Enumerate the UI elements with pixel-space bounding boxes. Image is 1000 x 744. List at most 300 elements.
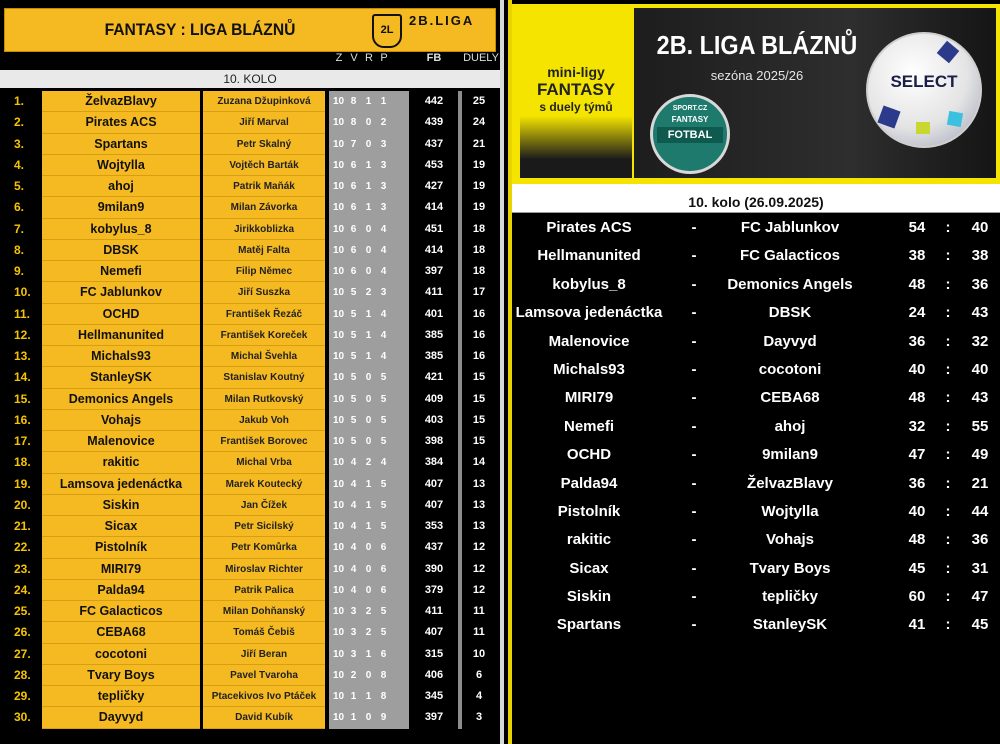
score-separator: :: [945, 417, 951, 435]
table-row: [0, 474, 504, 495]
vs-dash: -: [691, 474, 697, 492]
home-team: Michals93: [553, 360, 625, 378]
duel-points-cell: 12: [472, 583, 486, 596]
played-cell: 10: [331, 431, 346, 452]
table-row: [0, 644, 504, 665]
scrollbar[interactable]: [500, 0, 504, 744]
draws-cell: 0: [361, 665, 376, 686]
team-name-cell: Tvary Boys: [42, 665, 200, 686]
ball-brand-text: SELECT: [890, 72, 958, 91]
rank-cell: 16.: [14, 412, 31, 427]
score-separator: :: [945, 559, 951, 577]
rank-cell: 8.: [14, 242, 25, 257]
fantasy-points-cell: 407: [424, 477, 444, 490]
mini-ligy-label: [526, 64, 626, 114]
played-cell: 10: [331, 707, 346, 728]
rank-cell: 3.: [14, 136, 25, 151]
played-cell: 10: [331, 304, 346, 325]
owner-name-cell: Patrik Palica: [203, 580, 325, 601]
team-name-cell: Siskin: [42, 495, 200, 516]
score-separator: :: [945, 474, 951, 492]
owner-name-cell: Miroslav Richter: [203, 559, 325, 580]
losses-cell: 5: [376, 622, 391, 643]
rank-cell: 1.: [14, 94, 25, 108]
played-cell: 10: [331, 346, 346, 367]
table-row: [0, 112, 504, 133]
duel-points-cell: 13: [472, 520, 486, 532]
duel-points-cell: 15: [472, 413, 486, 426]
losses-cell: 3: [376, 176, 391, 197]
losses-cell: 8: [376, 686, 391, 707]
away-team: Tvary Boys: [749, 559, 831, 577]
home-team: Palda94: [560, 474, 618, 492]
wins-cell: 4: [346, 474, 361, 495]
vs-dash: -: [691, 588, 697, 606]
vs-dash: -: [691, 417, 697, 435]
duel-row: [512, 583, 1000, 611]
wins-cell: 8: [346, 112, 361, 133]
draws-cell: 0: [361, 707, 376, 728]
table-row: [0, 495, 504, 516]
home-team: Hellmanunited: [537, 247, 641, 265]
fantasy-points-cell: 401: [424, 307, 444, 320]
away-team: Vohajs: [765, 531, 815, 549]
away-team: cocotoni: [758, 360, 822, 378]
played-cell: 10: [331, 644, 346, 665]
home-score: 40: [908, 360, 926, 378]
team-name-cell: Spartans: [42, 134, 200, 155]
fantasy-points-cell: 427: [424, 180, 444, 192]
wins-cell: 5: [346, 389, 361, 410]
played-cell: 10: [331, 474, 346, 495]
owner-name-cell: Vojtěch Barták: [203, 155, 325, 176]
draws-cell: 0: [361, 134, 376, 155]
duel-row: [512, 526, 1000, 554]
wins-cell: 4: [346, 516, 361, 537]
score-separator: :: [945, 304, 951, 322]
league-banner: [512, 4, 1000, 184]
duel-row: [512, 299, 1000, 327]
rank-cell: 2.: [14, 115, 25, 130]
table-row: [0, 452, 504, 473]
fantasy-points-cell: 439: [424, 116, 444, 129]
score-separator: :: [945, 332, 951, 350]
duel-points-cell: 15: [472, 435, 486, 447]
owner-name-cell: Stanislav Koutný: [203, 367, 325, 388]
losses-cell: 6: [376, 580, 391, 601]
duel-row: [512, 384, 1000, 412]
fantasy-points-cell: 411: [425, 286, 443, 299]
losses-cell: 6: [376, 644, 391, 665]
owner-name-cell: Jan Čížek: [203, 495, 325, 516]
played-cell: 10: [331, 197, 346, 218]
losses-cell: 3: [376, 155, 391, 176]
table-row: [0, 261, 504, 282]
duel-points-cell: 21: [472, 137, 486, 150]
score-separator: :: [945, 502, 951, 520]
owner-name-cell: Petr Komůrka: [203, 537, 325, 558]
played-cell: 10: [331, 452, 346, 473]
draws-cell: 0: [361, 410, 376, 431]
wins-cell: 6: [346, 261, 361, 282]
played-cell: 10: [331, 155, 346, 176]
fantasy-points-cell: 421: [424, 371, 444, 384]
away-score: 36: [971, 275, 989, 293]
owner-name-cell: Michal Švehla: [203, 346, 325, 367]
home-score: 41: [908, 616, 926, 634]
played-cell: 10: [331, 665, 346, 686]
away-score: 32: [971, 332, 989, 350]
losses-cell: 5: [376, 495, 391, 516]
owner-name-cell: Marek Koutecký: [203, 474, 325, 495]
table-row: [0, 431, 504, 452]
duel-points-cell: 16: [472, 350, 486, 362]
col-header-fb: FB: [426, 52, 442, 64]
football-icon: [866, 32, 982, 148]
team-name-cell: tepličky: [42, 686, 200, 707]
played-cell: 10: [331, 580, 346, 601]
table-row: [0, 665, 504, 686]
fantasy-points-cell: 409: [424, 392, 444, 405]
away-score: 38: [971, 247, 989, 265]
duel-points-cell: 16: [472, 307, 486, 320]
wins-cell: 4: [346, 452, 361, 473]
fantasy-points-cell: 451: [424, 222, 444, 235]
played-cell: 10: [331, 282, 346, 303]
losses-cell: 4: [376, 240, 391, 261]
duel-points-cell: 19: [472, 180, 486, 192]
wins-cell: 6: [346, 240, 361, 261]
losses-cell: 2: [376, 112, 391, 133]
duel-points-cell: 25: [472, 95, 486, 107]
duel-row: [512, 413, 1000, 441]
fantasy-points-cell: 437: [424, 541, 444, 554]
col-header-p: P: [380, 52, 388, 64]
home-team: Pistolník: [557, 502, 621, 520]
draws-cell: 0: [361, 261, 376, 282]
owner-name-cell: Patrik Maňák: [203, 176, 325, 197]
owner-name-cell: Tomáš Čebiš: [203, 622, 325, 643]
rank-cell: 14.: [14, 370, 31, 385]
wins-cell: 5: [346, 367, 361, 388]
duel-row: [512, 441, 1000, 469]
table-row: [0, 282, 504, 303]
wins-cell: 3: [346, 601, 361, 622]
duels-list: [512, 214, 1000, 640]
home-team: Sicax: [569, 559, 609, 577]
wins-cell: 3: [346, 644, 361, 665]
wins-cell: 4: [346, 495, 361, 516]
team-name-cell: Hellmanunited: [42, 325, 200, 346]
home-score: 40: [908, 502, 926, 520]
losses-cell: 5: [376, 389, 391, 410]
logo-brand-text: SPORT.CZ: [672, 105, 708, 112]
duel-points-cell: 16: [472, 328, 486, 341]
owner-name-cell: František Borovec: [203, 431, 325, 452]
away-score: 49: [971, 446, 989, 464]
team-name-cell: MIRI79: [42, 559, 200, 580]
played-cell: 10: [331, 601, 346, 622]
draws-cell: 0: [361, 367, 376, 388]
rank-cell: 11.: [14, 306, 31, 321]
played-cell: 10: [331, 516, 346, 537]
fantasy-points-cell: 407: [424, 498, 444, 511]
away-team: ahoj: [774, 417, 806, 435]
owner-name-cell: Zuzana Džupinková: [203, 91, 325, 112]
fantasy-points-cell: 384: [424, 456, 444, 469]
away-score: 36: [971, 531, 989, 549]
duel-points-cell: 4: [475, 690, 483, 702]
fantasy-points-cell: 442: [424, 95, 444, 107]
vs-dash: -: [691, 446, 697, 464]
duel-row: [512, 498, 1000, 526]
fantasy-points-cell: 398: [424, 435, 444, 447]
vs-dash: -: [691, 247, 697, 265]
wins-cell: 3: [346, 622, 361, 643]
rank-cell: 5.: [14, 179, 25, 193]
rank-cell: 19.: [14, 476, 31, 491]
losses-cell: 4: [376, 325, 391, 346]
team-name-cell: DBSK: [42, 240, 200, 261]
losses-cell: 3: [376, 282, 391, 303]
duel-points-cell: 15: [472, 392, 486, 405]
mini-ligy-line3: s duely týmů: [539, 100, 613, 114]
team-name-cell: Vohajs: [42, 410, 200, 431]
fantasy-points-cell: 414: [424, 201, 444, 214]
losses-cell: 5: [376, 474, 391, 495]
away-score: 43: [971, 304, 989, 322]
wins-cell: 4: [346, 537, 361, 558]
draws-cell: 0: [361, 431, 376, 452]
played-cell: 10: [331, 537, 346, 558]
table-row: [0, 134, 504, 155]
vs-dash: -: [691, 559, 697, 577]
away-team: Wojtylla: [761, 502, 819, 520]
duel-row: [512, 271, 1000, 299]
draws-cell: 0: [361, 240, 376, 261]
duel-points-cell: 19: [472, 201, 486, 214]
mini-ligy-line1: mini-ligy: [547, 64, 605, 80]
team-name-cell: ŽelvazBlavy: [42, 91, 200, 112]
table-row: [0, 176, 504, 197]
wins-cell: 5: [346, 431, 361, 452]
away-team: Dayvyd: [763, 332, 817, 350]
draws-cell: 2: [361, 282, 376, 303]
rank-cell: 15.: [14, 391, 31, 406]
team-name-cell: FC Jablunkov: [42, 282, 200, 303]
duel-points-cell: 11: [473, 626, 485, 639]
home-team: OCHD: [566, 446, 612, 464]
home-team: Spartans: [556, 616, 622, 634]
played-cell: 10: [331, 686, 346, 707]
draws-cell: 2: [361, 452, 376, 473]
losses-cell: 4: [376, 304, 391, 325]
played-cell: 10: [331, 410, 346, 431]
duel-points-cell: 6: [475, 668, 483, 681]
losses-cell: 4: [376, 452, 391, 473]
table-row: [0, 219, 504, 240]
rank-cell: 6.: [14, 200, 25, 215]
crowd-silhouette: [520, 116, 632, 178]
owner-name-cell: Milan Rutkovský: [203, 389, 325, 410]
played-cell: 10: [331, 325, 346, 346]
team-name-cell: Wojtylla: [42, 155, 200, 176]
losses-cell: 4: [376, 219, 391, 240]
rank-cell: 18.: [14, 455, 31, 470]
rank-cell: 24.: [14, 582, 31, 597]
fantasy-points-cell: 403: [424, 413, 444, 426]
team-name-cell: StanleySK: [42, 367, 200, 388]
duel-points-cell: 19: [472, 158, 486, 171]
team-name-cell: 9milan9: [42, 197, 200, 218]
standings-table: [0, 91, 504, 729]
draws-cell: 1: [361, 686, 376, 707]
away-team: tepličky: [762, 588, 818, 606]
fantasy-fotbal-logo: [650, 94, 730, 174]
banner-season: sezóna 2025/26: [710, 68, 804, 83]
duel-points-cell: 18: [472, 265, 486, 277]
table-row: [0, 580, 504, 601]
home-team: Malenovice: [548, 332, 630, 350]
owner-name-cell: Milan Dohňanský: [203, 601, 325, 622]
team-name-cell: Nemefi: [42, 261, 200, 282]
wins-cell: 6: [346, 155, 361, 176]
duel-points-cell: 14: [472, 456, 486, 469]
wins-cell: 5: [346, 346, 361, 367]
played-cell: 10: [331, 219, 346, 240]
fantasy-points-cell: 345: [424, 690, 444, 702]
rank-cell: 9.: [14, 264, 25, 278]
home-score: 36: [908, 474, 926, 492]
fantasy-points-cell: 406: [424, 668, 444, 681]
fantasy-points-cell: 407: [424, 626, 444, 639]
table-row: [0, 559, 504, 580]
vs-dash: -: [691, 531, 697, 549]
rank-cell: 29.: [14, 689, 31, 703]
rank-cell: 21.: [14, 519, 31, 533]
home-team: MIRI79: [564, 389, 614, 407]
fantasy-points-cell: 390: [424, 562, 444, 575]
wins-cell: 4: [346, 580, 361, 601]
team-name-cell: Palda94: [42, 580, 200, 601]
score-separator: :: [945, 616, 951, 634]
rank-cell: 22.: [14, 540, 31, 555]
vs-dash: -: [691, 219, 697, 236]
played-cell: 10: [331, 91, 346, 112]
table-row: [0, 707, 504, 728]
draws-cell: 0: [361, 389, 376, 410]
wins-cell: 5: [346, 410, 361, 431]
owner-name-cell: David Kubík: [203, 707, 325, 728]
away-score: 31: [971, 559, 989, 577]
draws-cell: 2: [361, 601, 376, 622]
score-separator: :: [945, 531, 951, 549]
league-division-label: 2B.LIGA: [409, 13, 475, 28]
wins-cell: 8: [346, 91, 361, 112]
table-row: [0, 537, 504, 558]
page-title: FANTASY : LIGA BLÁZNŮ: [104, 20, 296, 39]
duel-points-cell: 12: [472, 541, 486, 554]
duel-points-cell: 17: [472, 286, 486, 299]
wins-cell: 5: [346, 325, 361, 346]
duel-points-cell: 11: [473, 605, 485, 617]
rank-cell: 10.: [14, 285, 31, 300]
losses-cell: 1: [376, 91, 391, 112]
wins-cell: 5: [346, 282, 361, 303]
mini-ligy-line2: FANTASY: [536, 80, 616, 99]
team-name-cell: Sicax: [42, 516, 200, 537]
duel-points-cell: 24: [472, 116, 486, 129]
rank-cell: 25.: [14, 604, 31, 618]
owner-name-cell: Jirikkoblizka: [203, 219, 325, 240]
team-name-cell: CEBA68: [42, 622, 200, 643]
duel-row: [512, 611, 1000, 639]
home-team: Pirates ACS: [546, 219, 632, 236]
team-name-cell: ahoj: [42, 176, 200, 197]
draws-cell: 1: [361, 176, 376, 197]
owner-name-cell: Jiří Marval: [203, 112, 325, 133]
away-team: Demonics Angels: [727, 275, 853, 293]
score-separator: :: [945, 588, 951, 606]
rank-cell: 12.: [14, 327, 31, 342]
team-name-cell: rakitic: [42, 452, 200, 473]
home-team: Nemefi: [563, 417, 615, 435]
duel-points-cell: 3: [475, 711, 483, 724]
league-logo: 2L: [372, 14, 402, 48]
losses-cell: 5: [376, 601, 391, 622]
draws-cell: 2: [361, 622, 376, 643]
team-name-cell: FC Galacticos: [42, 601, 200, 622]
draws-cell: 1: [361, 304, 376, 325]
owner-name-cell: Jiří Beran: [203, 644, 325, 665]
away-team: ŽelvazBlavy: [747, 474, 833, 492]
away-score: 45: [971, 616, 989, 634]
fantasy-points-cell: 437: [424, 137, 444, 150]
played-cell: 10: [331, 261, 346, 282]
team-name-cell: OCHD: [42, 304, 200, 325]
home-score: 32: [908, 417, 926, 435]
away-score: 44: [971, 502, 989, 520]
vs-dash: -: [691, 502, 697, 520]
table-row: [0, 601, 504, 622]
owner-name-cell: Petr Skalný: [203, 134, 325, 155]
draws-cell: 1: [361, 155, 376, 176]
col-header-r: R: [365, 52, 373, 64]
vs-dash: -: [691, 304, 697, 322]
col-header-v: V: [350, 52, 358, 64]
duel-points-cell: 15: [472, 371, 486, 384]
vs-dash: -: [691, 389, 697, 407]
losses-cell: 6: [376, 559, 391, 580]
vs-dash: -: [691, 616, 697, 634]
team-name-cell: Pirates ACS: [42, 112, 200, 133]
away-score: 55: [971, 417, 989, 435]
draws-cell: 1: [361, 197, 376, 218]
duel-points-cell: 18: [472, 243, 486, 256]
table-row: [0, 410, 504, 431]
duel-row: [512, 555, 1000, 583]
team-name-cell: Michals93: [42, 346, 200, 367]
draws-cell: 1: [361, 474, 376, 495]
played-cell: 10: [331, 134, 346, 155]
draws-cell: 1: [361, 325, 376, 346]
losses-cell: 3: [376, 134, 391, 155]
rank-cell: 23.: [14, 561, 31, 576]
draws-cell: 1: [361, 91, 376, 112]
table-row: [0, 686, 504, 707]
fantasy-points-cell: 385: [424, 328, 444, 341]
losses-cell: 4: [376, 261, 391, 282]
